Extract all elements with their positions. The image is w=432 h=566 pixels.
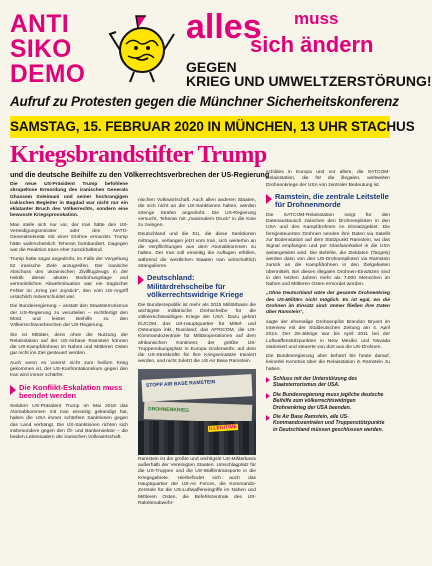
ramstein-heading: Ramstein, die zentrale Leitstelle für Drohnenmorde [266,193,390,210]
list-item: Die Bundesregierung muss jegliche deutsche Beihilfe zum völkerrechtswidrigen Drohnenkrieg der USA beenden. [266,392,390,411]
column-2 [138,198,256,510]
slogan-krieg: KRIEG UND UMWELTZERSTÖRUNG! [186,73,432,89]
list-item: Schluss mit der Unterstützung des Staatsterrorismus der USA. [266,376,390,389]
slogan-gegen: GEGEN [186,59,237,75]
col2-paragraph: Deutschland und die EU, die diese Sanktionen mittragen, verlangen jetzt vom Iran, sich weiterhin an die Verpflichtungen aus dem Atomabkommen zu halten. Der Iran soll einseitig die Auflagen erfüllen, während die westlichen Staaten Iran wirtschaftlich strangulieren. [138,232,256,269]
triangle-icon [10,385,16,395]
col2-paragraph: nischen Volkswirtschaft. Auch allen anderen Staaten, die sich nicht an die US-Sanktionen halten, werden strenge Strafen angedroht. Die US-Regierung versucht, Teheran mit „maximalem Druck“ in die Knie zu zwingen. [138,198,256,229]
date-banner: SAMSTAG, 15. FEBRUAR 2020 IN MÜNCHEN, 13 UHR STACHUS [10,116,390,138]
triangle-icon [266,393,270,399]
triangle-icon [138,275,144,285]
logo-line-2: SIKO [10,35,72,63]
col1-paragraph: Die Bundesregierung – anstatt den Staatsterrorismus der US-Regierung zu verurteilen – rechtfertigt den Mord und leistet Beihilfe zu den Völkerrechtsverbrechen der US-Regierung. [10,304,128,329]
demands-list [266,376,390,433]
germany-heading: Deutschland: Militärdrehscheibe für völkerrechtswidrige Kriege [138,274,256,300]
earth-mascot-icon [104,10,180,84]
logo-line-3: DEMO [10,60,86,88]
slogan-muss: muss [294,9,339,28]
col3-quote: „Ohne Deutschland wäre der gesamte Drohnenkrieg des US-Militärs nicht möglich. Es ist egal, wo die Drohnen im Einsatz sind: Immer fließen ihre Daten über Ramstein“, [266,291,390,316]
col1-paragraph: Sie ist Mittäter, denn ohne die Nutzung der Relaisstation auf der US-Airbase Ramstein können die US-Kampfdrohnen im Nahen und Mittleren Osten gar nicht ins Ziel gesteuert werden. [10,332,128,357]
col2-paragraph: Ramstein ist die größte und wichtigste US-Militärbasis außerhalb der Vereinigten Staaten. Umschlagplatz für die US-Truppen und die US-Waffentransporte in die Kriegsgebiete. Hierbefindet sich auch das Hauptquartier der US-Air Forces, die Kommando-Zentrale für die US-Luftwaffeneingriffe im Nahen und Mittleren Osten, die Befehlszentrale des US-Raketenabwehr- [138,456,256,506]
col3-paragraph: Die SATCOM-Relaisstation sorgt für den Datenaustausch zwischen den Drohnenpiloten in den USA und den Kampfdrohnen im Einsatzgebiet. Die ferngesteuerten Drohnen senden ihre Daten via Satellit zur Bodenstation auf dem Stützpunkt Ramstein, wo das Signal empfangen und per Glasfaserkabel in die USA weitergeleitet wird. Die Befehle, die Zieldaten (Targets) werden dann von den US-Drohnenpiloten via Ramstein zurück an die Kampfdrohnen in den Zielgebieten übermittelt. Bei diesen illegalen Drohnen-Einsätzen sind in den letzten Jahren mehr als 7.000 Menschen im Nahen und Mittleren Osten ermordet worden. [266,212,390,288]
article-subheadline: und die deutsche Beihilfe zu den Völkerrechtsverbrechen der US-Regierung [10,170,270,179]
col1-paragraph: Trump hatte sogar angedroht, im Falle der Vergeltung 52 iranische Ziele anzugreifen. Der iranische Abschuss des ukrainischen Zivilflugzeugs in der Hektik dieser akuten Bedrohungslage und vermeintlichen Abwehrsituation war ein tragischer Fehler im „Krieg per Joystick“, den vom US-Angriff ursächlich mitverschuldet war. [10,257,128,301]
conflict-heading: Die Konflikt-Eskalation muss beendet werden [10,384,128,401]
slogan-sich-aendern: sich ändern [250,32,374,57]
photo-banner-text: ILLEGITIME [208,423,238,432]
aufruf-subtitle: Aufruf zu Protesten gegen die Münchner Sicherheitskonferenz [10,94,399,109]
col1-lead: Die neue US-Präsident Trump befohlene skrupellose Ermordung des iranischen Generals Ghassem Soleimani und seiner hochrangigen irakischen Begleiter in Bagdad war nicht nur ein eklatanter Bruch des Völkerrechts, sondern eine bewusste Kriegsprovokation. [10,182,128,219]
triangle-icon [266,194,272,204]
col1-paragraph: Auch wenn es vorerst nicht zum heißen Krieg gekommen ist, der US-Konfrontationskurs gegen den Iran wird immer schärfer. [10,360,128,379]
logo-line-1: ANTI [10,10,70,38]
col3-paragraph: schildes in Europa und vor allem, die SATCOM-Relaisstation, die für die illegalen, weltweiten Drohnenkriege der USA von zentraler Bedeutung ist. [266,170,390,188]
col3-paragraph: sagte der ehemalige Drohnenpilot Brandon Bryant im Interview mit der Süddeutschen Zeitung am 4. April 2014. Der 28-Jährige war bis April 2011 bei der Luftwaffenstützpunkten in New Mexiko und Nevada stationiert und steuerte von dort aus die US-Drohnen. [266,319,390,350]
article-headline: Kriegsbrandstifter Trump [10,142,267,168]
protest-photo [138,369,256,455]
list-item: Die Air Base Ramstein, alle US-Kommandozentralen und Truppenstützpunkte in Deutschland müssen geschlossen werden. [266,414,390,433]
flyer-header [0,0,432,118]
triangle-icon [266,415,270,421]
column-1 [10,182,128,444]
conflict-paragraph: Seitdem US-Präsident Trump im Mai 2018 das Atomabkommen mit Iran einseitig gekündigt hat, haben die USA immer schärfere Sanktionen gegen das Land verhängt. Die US-Sanktionen richten sich insbesondere gegen den Öl- und Bankensektor – die beiden Lebensadern der iranischen Volkswirtschaft. [10,403,128,441]
col1-paragraph: Man stelle sich nur vor, der Iran hätte den US-Verteidigungsminister oder den NATO-Generalsekretär mit einer Drohne ermordet. Trump hätte wahrscheinlich Teheran bombardiert. Dagegen war die Reaktion Irans eher zurückhaltend. [10,222,128,253]
triangle-icon [266,377,270,383]
column-3 [266,170,390,436]
logo-antisiko [10,12,114,87]
slogan-alles: alles [186,8,262,46]
col3-paragraph: Die Bundesregierung aber beharrt bis heute darauf, keinerlei Kenntnis über die Relaisstation in Ramstein zu haben. [266,354,390,372]
photo-banner-text: STOPP AIR BASE RAMSTEIN [145,378,216,389]
col2-paragraph: Die Bundesrepublik ist mehr als 2015 Militärbasis die wichtigste militärische Drehscheibe für die völkerrechtswidrigen Kriege der USA. Dazu gehört EUCOM, das US-Hauptquartier für Mittel- und Osteuropa inkl. Russland; das AFRICOM, die US-Kommandozentrale für Militäroperationen auf dem afrikanischen Kontinent; der größte US-Truppenübungsplatz in Europa Grafenwöhr, auf dem die US-Streitkräfte für ihre Kriegseinsätze trainiert werden, und nicht zuletzt die US Air Base Ramstein. [138,302,256,365]
photo-banner-text: DROHNENKRIEG [147,406,190,414]
